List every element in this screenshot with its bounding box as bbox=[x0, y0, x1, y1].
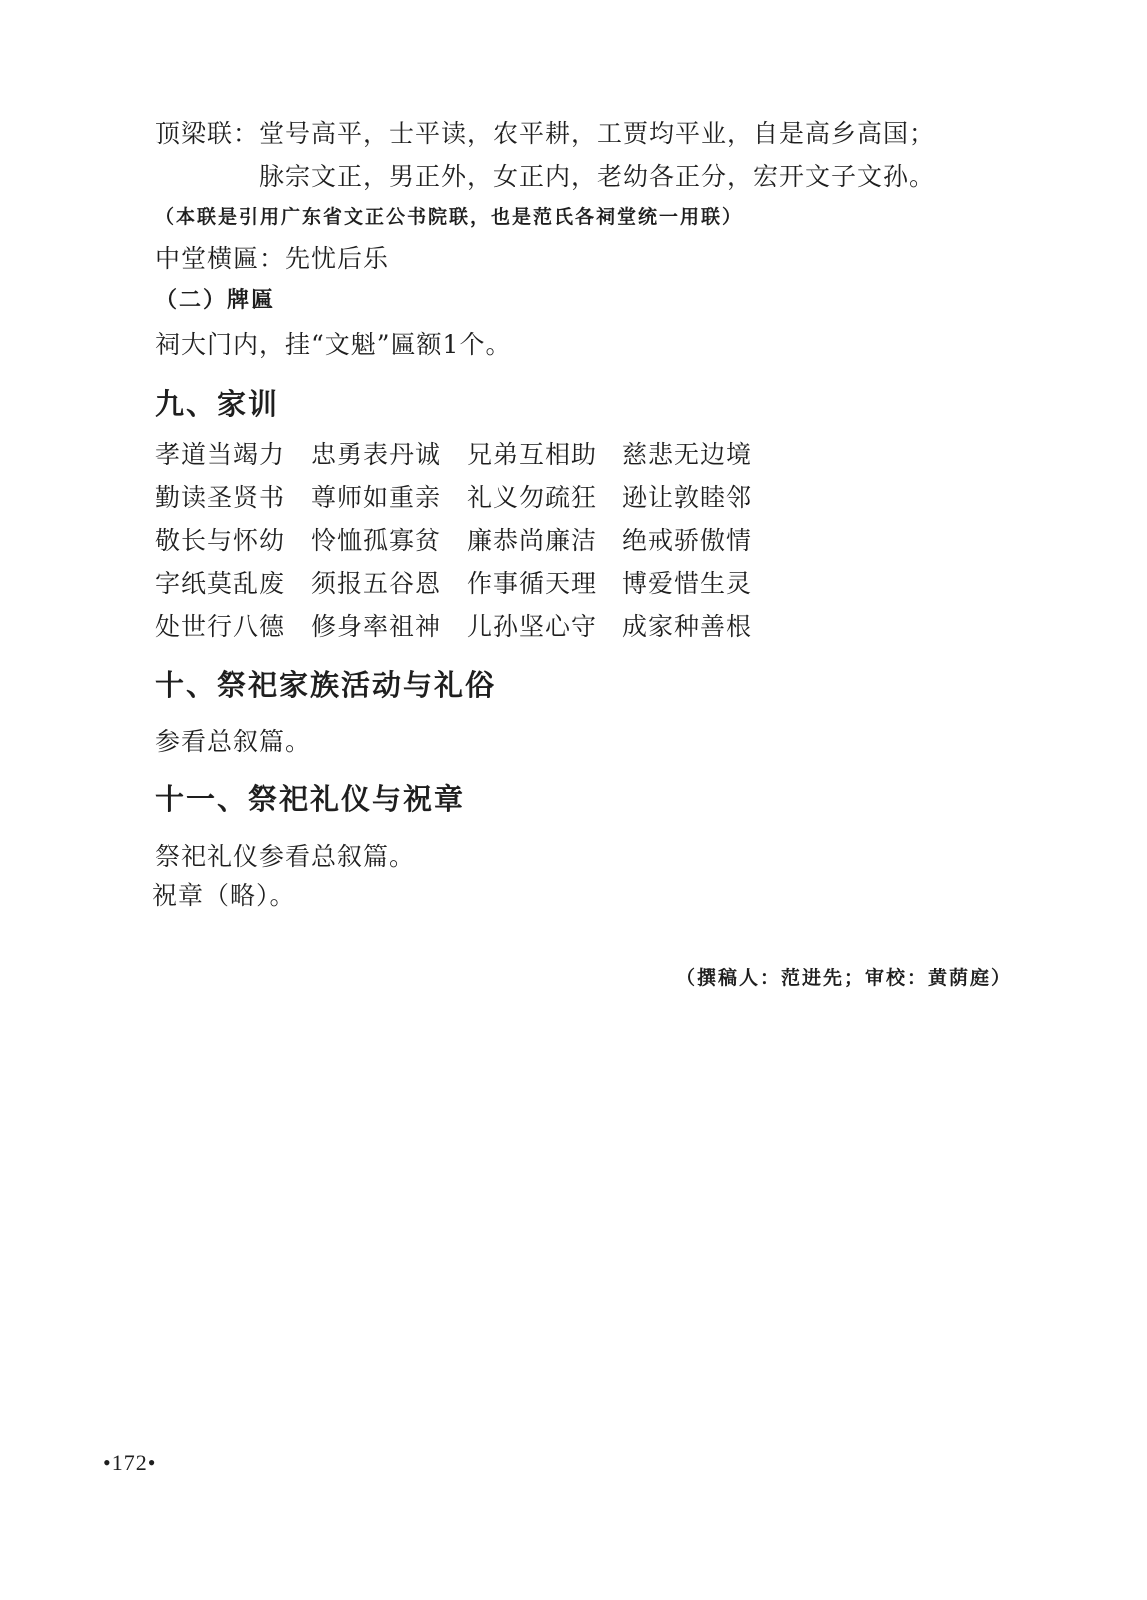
couplet-line-1 bbox=[155, 119, 935, 149]
maxim: 忠勇表丹诚 bbox=[311, 440, 442, 469]
section-9-heading: 九、家训 bbox=[155, 387, 280, 421]
maxim: 敬长与怀幼 bbox=[155, 526, 286, 555]
maxim: 礼义勿疏狂 bbox=[467, 483, 598, 512]
maxim: 廉恭尚廉洁 bbox=[467, 526, 598, 555]
section-11-heading: 十一、祭祀礼仪与祝章 bbox=[155, 782, 466, 816]
maxim: 成家种善根 bbox=[622, 612, 753, 641]
maxim: 尊师如重亲 bbox=[311, 483, 442, 512]
section-10-text: 参看总叙篇。 bbox=[155, 727, 312, 756]
section-11-text: 祝章（略）。 bbox=[152, 881, 296, 910]
maxim: 作事循天理 bbox=[467, 569, 598, 598]
maxim: 勤读圣贤书 bbox=[155, 483, 286, 512]
section-10-heading: 十、祭祀家族活动与礼俗 bbox=[155, 668, 497, 702]
maxim: 博爱惜生灵 bbox=[622, 569, 753, 598]
maxim: 修身率祖神 bbox=[311, 612, 442, 641]
maxim: 须报五谷恩 bbox=[311, 569, 442, 598]
page-number: •172• bbox=[103, 1450, 157, 1475]
author-credit: （撰稿人：范进先；审校：黄荫庭） bbox=[675, 967, 1012, 989]
maxim: 字纸莫乱废 bbox=[155, 569, 286, 598]
plaques-subheading: （二）牌匾 bbox=[155, 288, 276, 313]
couplet-label: 顶梁联： bbox=[155, 119, 260, 148]
maxim: 儿孙坚心守 bbox=[467, 612, 598, 641]
section-11-text: 祭祀礼仪参看总叙篇。 bbox=[155, 842, 416, 871]
maxim: 逊让敦睦邻 bbox=[622, 483, 753, 512]
couplet-second-line: 脉宗文正，男正外，女正内，老幼各正分，宏开文子文孙。 bbox=[259, 162, 936, 191]
maxim: 处世行八德 bbox=[155, 612, 286, 641]
hall-plaque: 中堂横匾：先忧后乐 bbox=[155, 244, 390, 273]
maxim: 慈悲无边境 bbox=[622, 440, 753, 469]
maxim: 孝道当竭力 bbox=[155, 440, 286, 469]
plaques-text: 祠大门内，挂“文魁”匾额1个。 bbox=[155, 330, 512, 359]
couplet-first-line: 堂号高平，士平读，农平耕，工贾均平业，自是高乡高国； bbox=[259, 119, 936, 148]
maxim: 怜恤孤寡贫 bbox=[311, 526, 442, 555]
couplet-note: （本联是引用广东省文正公书院联，也是范氏各祠堂统一用联） bbox=[155, 206, 744, 228]
maxim: 兄弟互相助 bbox=[467, 440, 598, 469]
maxim: 绝戒骄傲情 bbox=[622, 526, 753, 555]
